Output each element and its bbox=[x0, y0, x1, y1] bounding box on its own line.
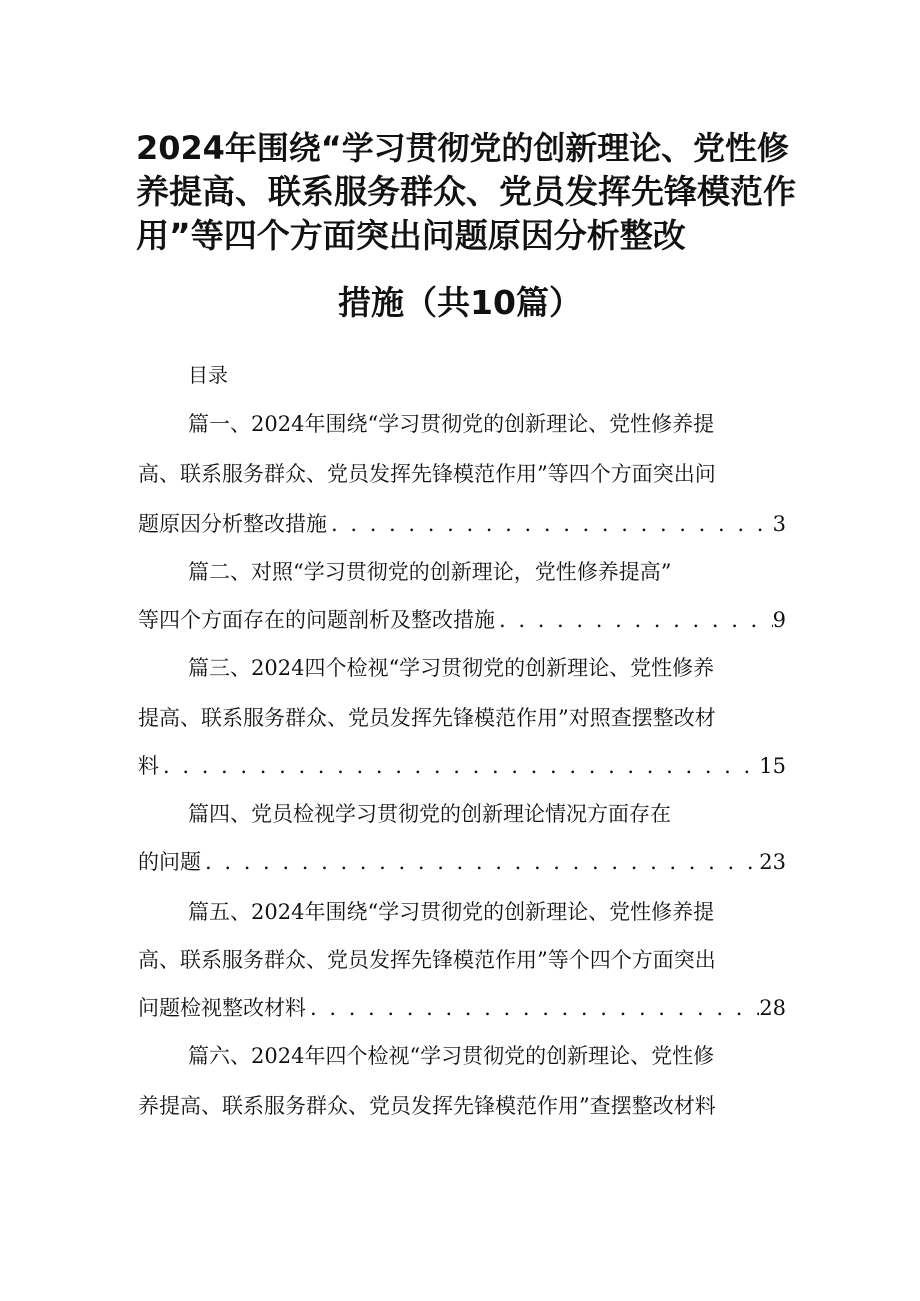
toc-entry-1-line-2: 高、联系服务群众、党员发挥先锋模范作用”等四个方面突出问 bbox=[138, 462, 716, 486]
toc-entry-5-line-1: 篇五、2024年围绕“学习贯彻党的创新理论、党性修养提 bbox=[188, 900, 715, 924]
toc-entry-3-text: 料 bbox=[138, 754, 159, 778]
dot-leader bbox=[201, 847, 759, 877]
document-title-line-1: 2024年围绕“学习贯彻党的创新理论、党性修 bbox=[136, 129, 789, 167]
toc-entry-4-line-1: 篇四、党员检视学习贯彻党的创新理论情况方面存在 bbox=[188, 802, 671, 826]
document-title-line-4: 措施（共10篇） bbox=[338, 283, 582, 322]
toc-entry-4-line-2 bbox=[138, 847, 786, 877]
toc-entry-2-line-1: 篇二、对照“学习贯彻党的创新理论，党性修养提高” bbox=[188, 560, 672, 584]
toc-heading: 目录 bbox=[188, 363, 228, 387]
toc-entry-2-line-2 bbox=[138, 605, 786, 635]
document-title-line-3: 用”等四个方面突出问题原因分析整改 bbox=[136, 216, 686, 255]
toc-entry-3-line-1: 篇三、2024四个检视“学习贯彻党的创新理论、党性修养 bbox=[188, 656, 715, 680]
toc-entry-5-line-2: 高、联系服务群众、党员发挥先锋模范作用”等个四个方面突出 bbox=[138, 948, 716, 972]
toc-entry-1-page: 3 bbox=[772, 512, 786, 536]
toc-entry-4-text: 的问题 bbox=[138, 850, 201, 874]
toc-entry-6-line-1: 篇六、2024年四个检视“学习贯彻党的创新理论、党性修 bbox=[188, 1044, 715, 1068]
toc-entry-5-text: 问题检视整改材料 bbox=[138, 996, 306, 1020]
dot-leader bbox=[327, 509, 773, 539]
toc-entry-5-line-3 bbox=[138, 993, 786, 1023]
toc-entry-1-line-3 bbox=[138, 509, 786, 539]
toc-entry-2-text: 等四个方面存在的问题剖析及整改措施 bbox=[138, 608, 495, 632]
toc-entry-1-text: 题原因分析整改措施 bbox=[138, 512, 327, 536]
toc-entry-3-line-2: 提高、联系服务群众、党员发挥先锋模范作用”对照查摆整改材 bbox=[138, 706, 716, 730]
toc-entry-5-page: 28 bbox=[759, 996, 786, 1020]
toc-entry-4-page: 23 bbox=[759, 850, 786, 874]
dot-leader bbox=[159, 751, 759, 781]
dot-leader bbox=[306, 993, 759, 1023]
toc-entry-3-line-3 bbox=[138, 751, 786, 781]
dot-leader bbox=[495, 605, 773, 635]
toc-entry-6-line-2: 养提高、联系服务群众、党员发挥先锋模范作用”查摆整改材料 bbox=[138, 1094, 716, 1118]
document-title-line-2: 养提高、联系服务群众、党员发挥先锋模范作 bbox=[136, 172, 796, 211]
toc-entry-1-line-1: 篇一、2024年围绕“学习贯彻党的创新理论、党性修养提 bbox=[188, 412, 715, 436]
toc-entry-3-page: 15 bbox=[759, 754, 786, 778]
toc-entry-2-page: 9 bbox=[772, 608, 786, 632]
